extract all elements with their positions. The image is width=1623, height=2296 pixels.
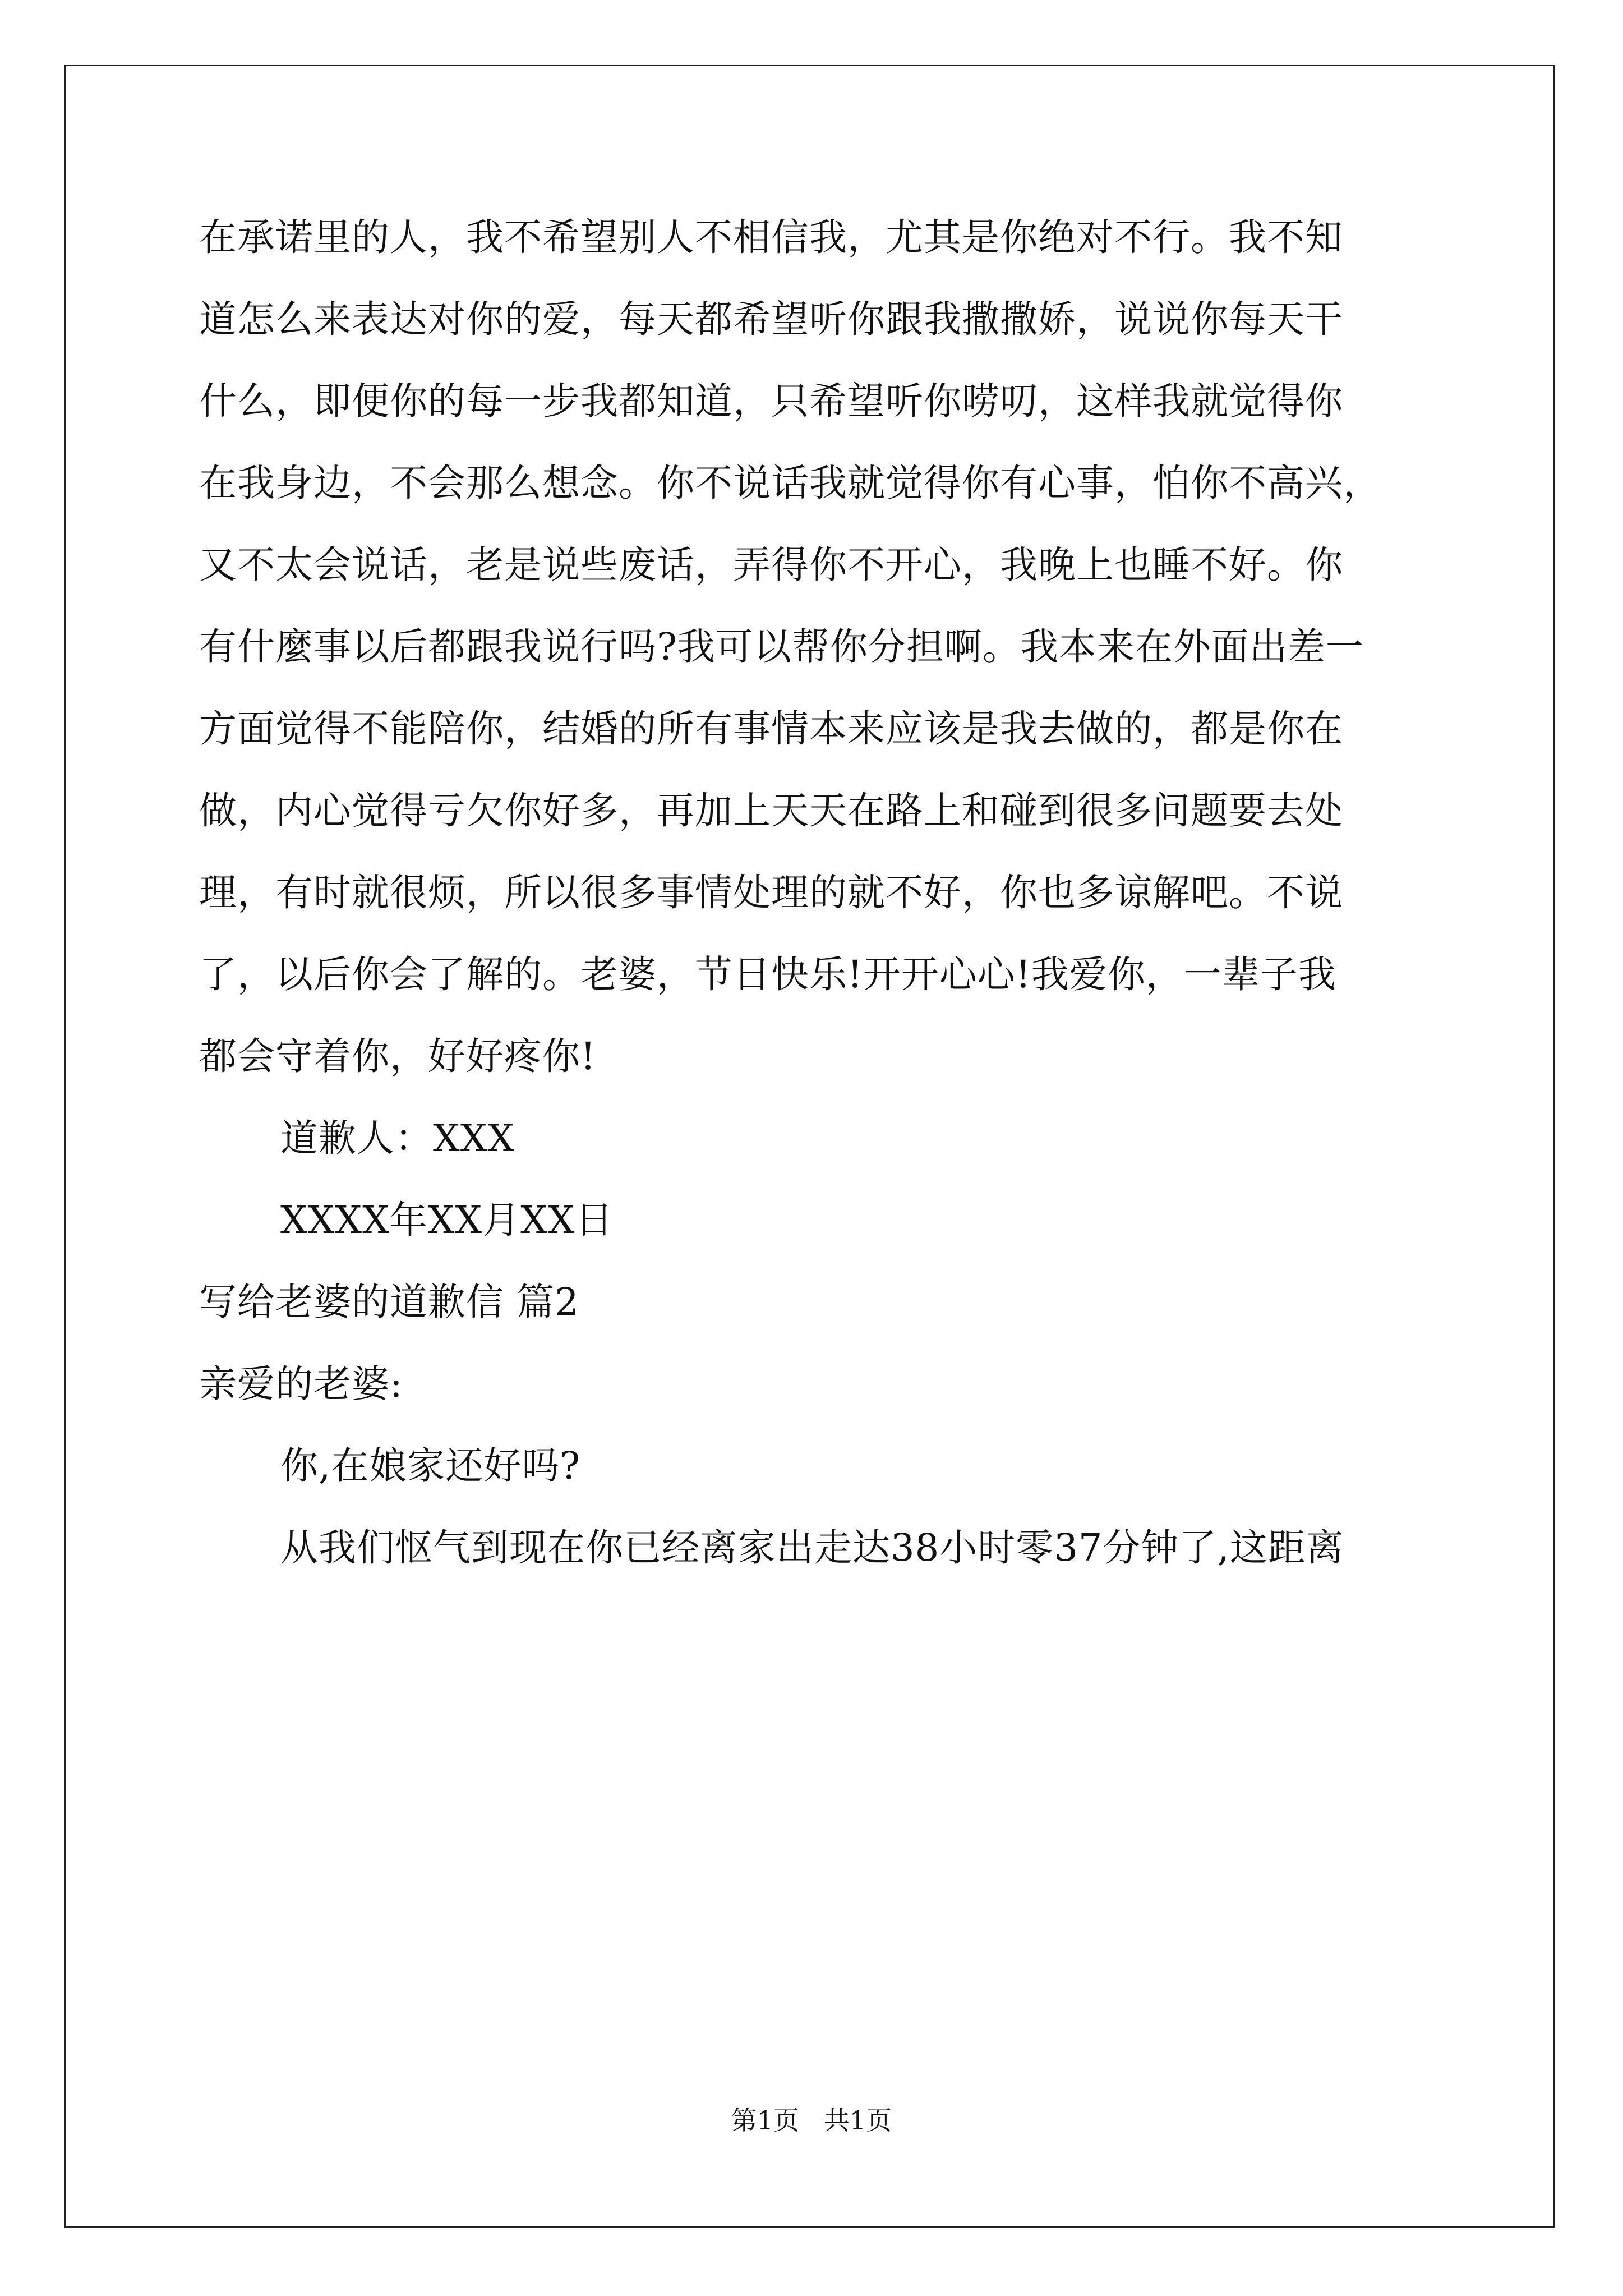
paragraph-line: 有什麼事以后都跟我说行吗?我可以帮你分担啊。我本来在外面出差一	[199, 625, 1364, 669]
paragraph-line: 做，内心觉得亏欠你好多，再加上天天在路上和碰到很多问题要去处	[199, 789, 1343, 832]
signature-date: XXXX年XX月XX日	[280, 1198, 614, 1242]
paragraph-line: 从我们怄气到现在你已经离家出走达38小时零37分钟了,这距离	[280, 1526, 1344, 1570]
paragraph-line: 了，以后你会了解的。老婆，节日快乐!开开心心!我爱你，一辈子我	[199, 953, 1336, 996]
paragraph-line: 理，有时就很烦，所以很多事情处理的就不好，你也多谅解吧。不说	[199, 871, 1343, 914]
apologizer-signature: 道歉人：XXX	[280, 1116, 515, 1160]
paragraph-line: 又不太会说话，老是说些废话，弄得你不开心，我晚上也睡不好。你	[199, 543, 1343, 587]
paragraph-line: 都会守着你，好好疼你!	[199, 1034, 596, 1078]
paragraph-line: 在我身边，不会那么想念。你不说话我就觉得你有心事，怕你不高兴，	[199, 461, 1381, 505]
paragraph-line: 在承诺里的人，我不希望别人不相信我，尤其是你绝对不行。我不知	[199, 215, 1343, 259]
paragraph-line: 道怎么来表达对你的爱，每天都希望听你跟我撒撒娇，说说你每天干	[199, 297, 1343, 341]
paragraph-line: 你,在娘家还好吗?	[280, 1444, 581, 1488]
paragraph-line: 什么，即便你的每一步我都知道，只希望听你唠叨，这样我就觉得你	[199, 379, 1343, 423]
section-title: 写给老婆的道歉信 篇2	[199, 1280, 579, 1324]
salutation: 亲爱的老婆:	[199, 1362, 403, 1406]
page-number-footer: 第1页 共1页	[731, 2105, 892, 2136]
paragraph-line: 方面觉得不能陪你，结婚的所有事情本来应该是我去做的，都是你在	[199, 707, 1343, 751]
